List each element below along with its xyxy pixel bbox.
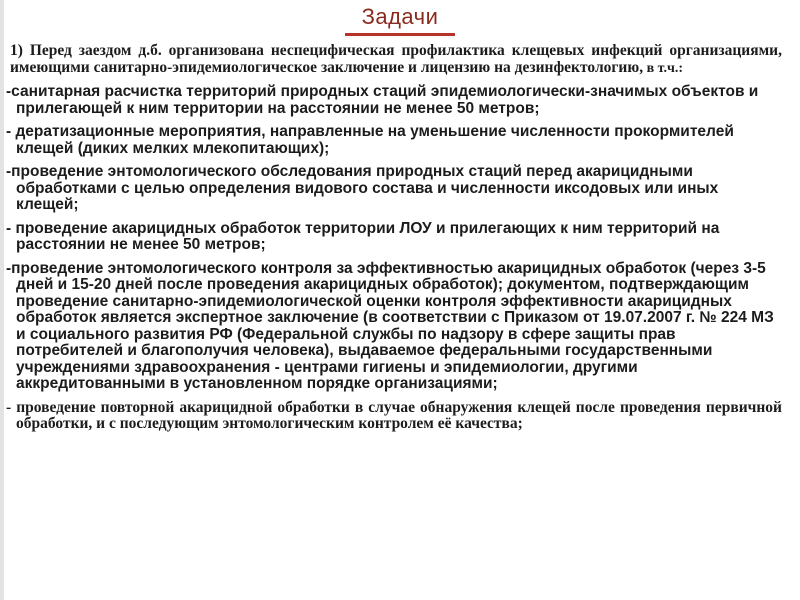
task-item-entomological-survey: -проведение энтомологического обследования природных стаций перед акарицидными обработками с целью определения видового состава и численности иксодовых или иных клещей; — [6, 163, 719, 213]
intro-paragraph — [6, 43, 782, 77]
title-accent-bar — [345, 33, 455, 36]
task-item-entomological-control: -проведение энтомологического контроля за эффективностью акарицидных обработок (через 3-5 дней и 15-20 дней после проведения акарицидных обработок); документом, подтверждающим проведение санитарно-эпидемиологической оценки контроля эффективности акарицидных обработок является экспертное заключение (в соответствии с Приказом от 19.07.2007 г. № 224 МЗ и социального развития РФ (Федеральной службы по надзору в сфере защиты прав потребителей и благополучия человека), выдаваемое федеральными государственными учреждениями здравоохранения - центрами гигиены и эпидемиологии, другими аккредитованными в установленном порядке организациями; — [6, 259, 774, 392]
task-item-deratization: - дератизационные мероприятия, направленные на уменьшение численности прокормителей клещей (диких мелких млекопитающих); — [6, 123, 734, 157]
task-item-repeat-treatment: - проведение повторной акарицидной обработки в случае обнаружения клещей после проведения первичной обработки, и с последующим энтомологическим контролем её качества; — [6, 398, 782, 432]
intro-suffix-text: в т.ч.: — [643, 60, 684, 76]
left-edge-rule — [0, 0, 4, 600]
intro-main-text: 1) Перед заездом д.б. организована неспецифическая профилактика клещевых инфекций организациями, имеющими санитарно-эпидемиологическое заключение и лицензию на дезинфектологию, — [10, 42, 782, 76]
task-item-acaricide-treatment: - проведение акарицидных обработок территории ЛОУ и прилегающих к ним территорий на расстоянии не менее 50 метров; — [6, 219, 720, 253]
task-item-clearing: -санитарная расчистка территорий природных стаций эпидемиологически-значимых объектов и прилегающей к ним территории на расстоянии не менее 50 метров; — [6, 83, 759, 117]
slide-body — [6, 43, 782, 433]
slide-title: Задачи — [361, 4, 439, 29]
